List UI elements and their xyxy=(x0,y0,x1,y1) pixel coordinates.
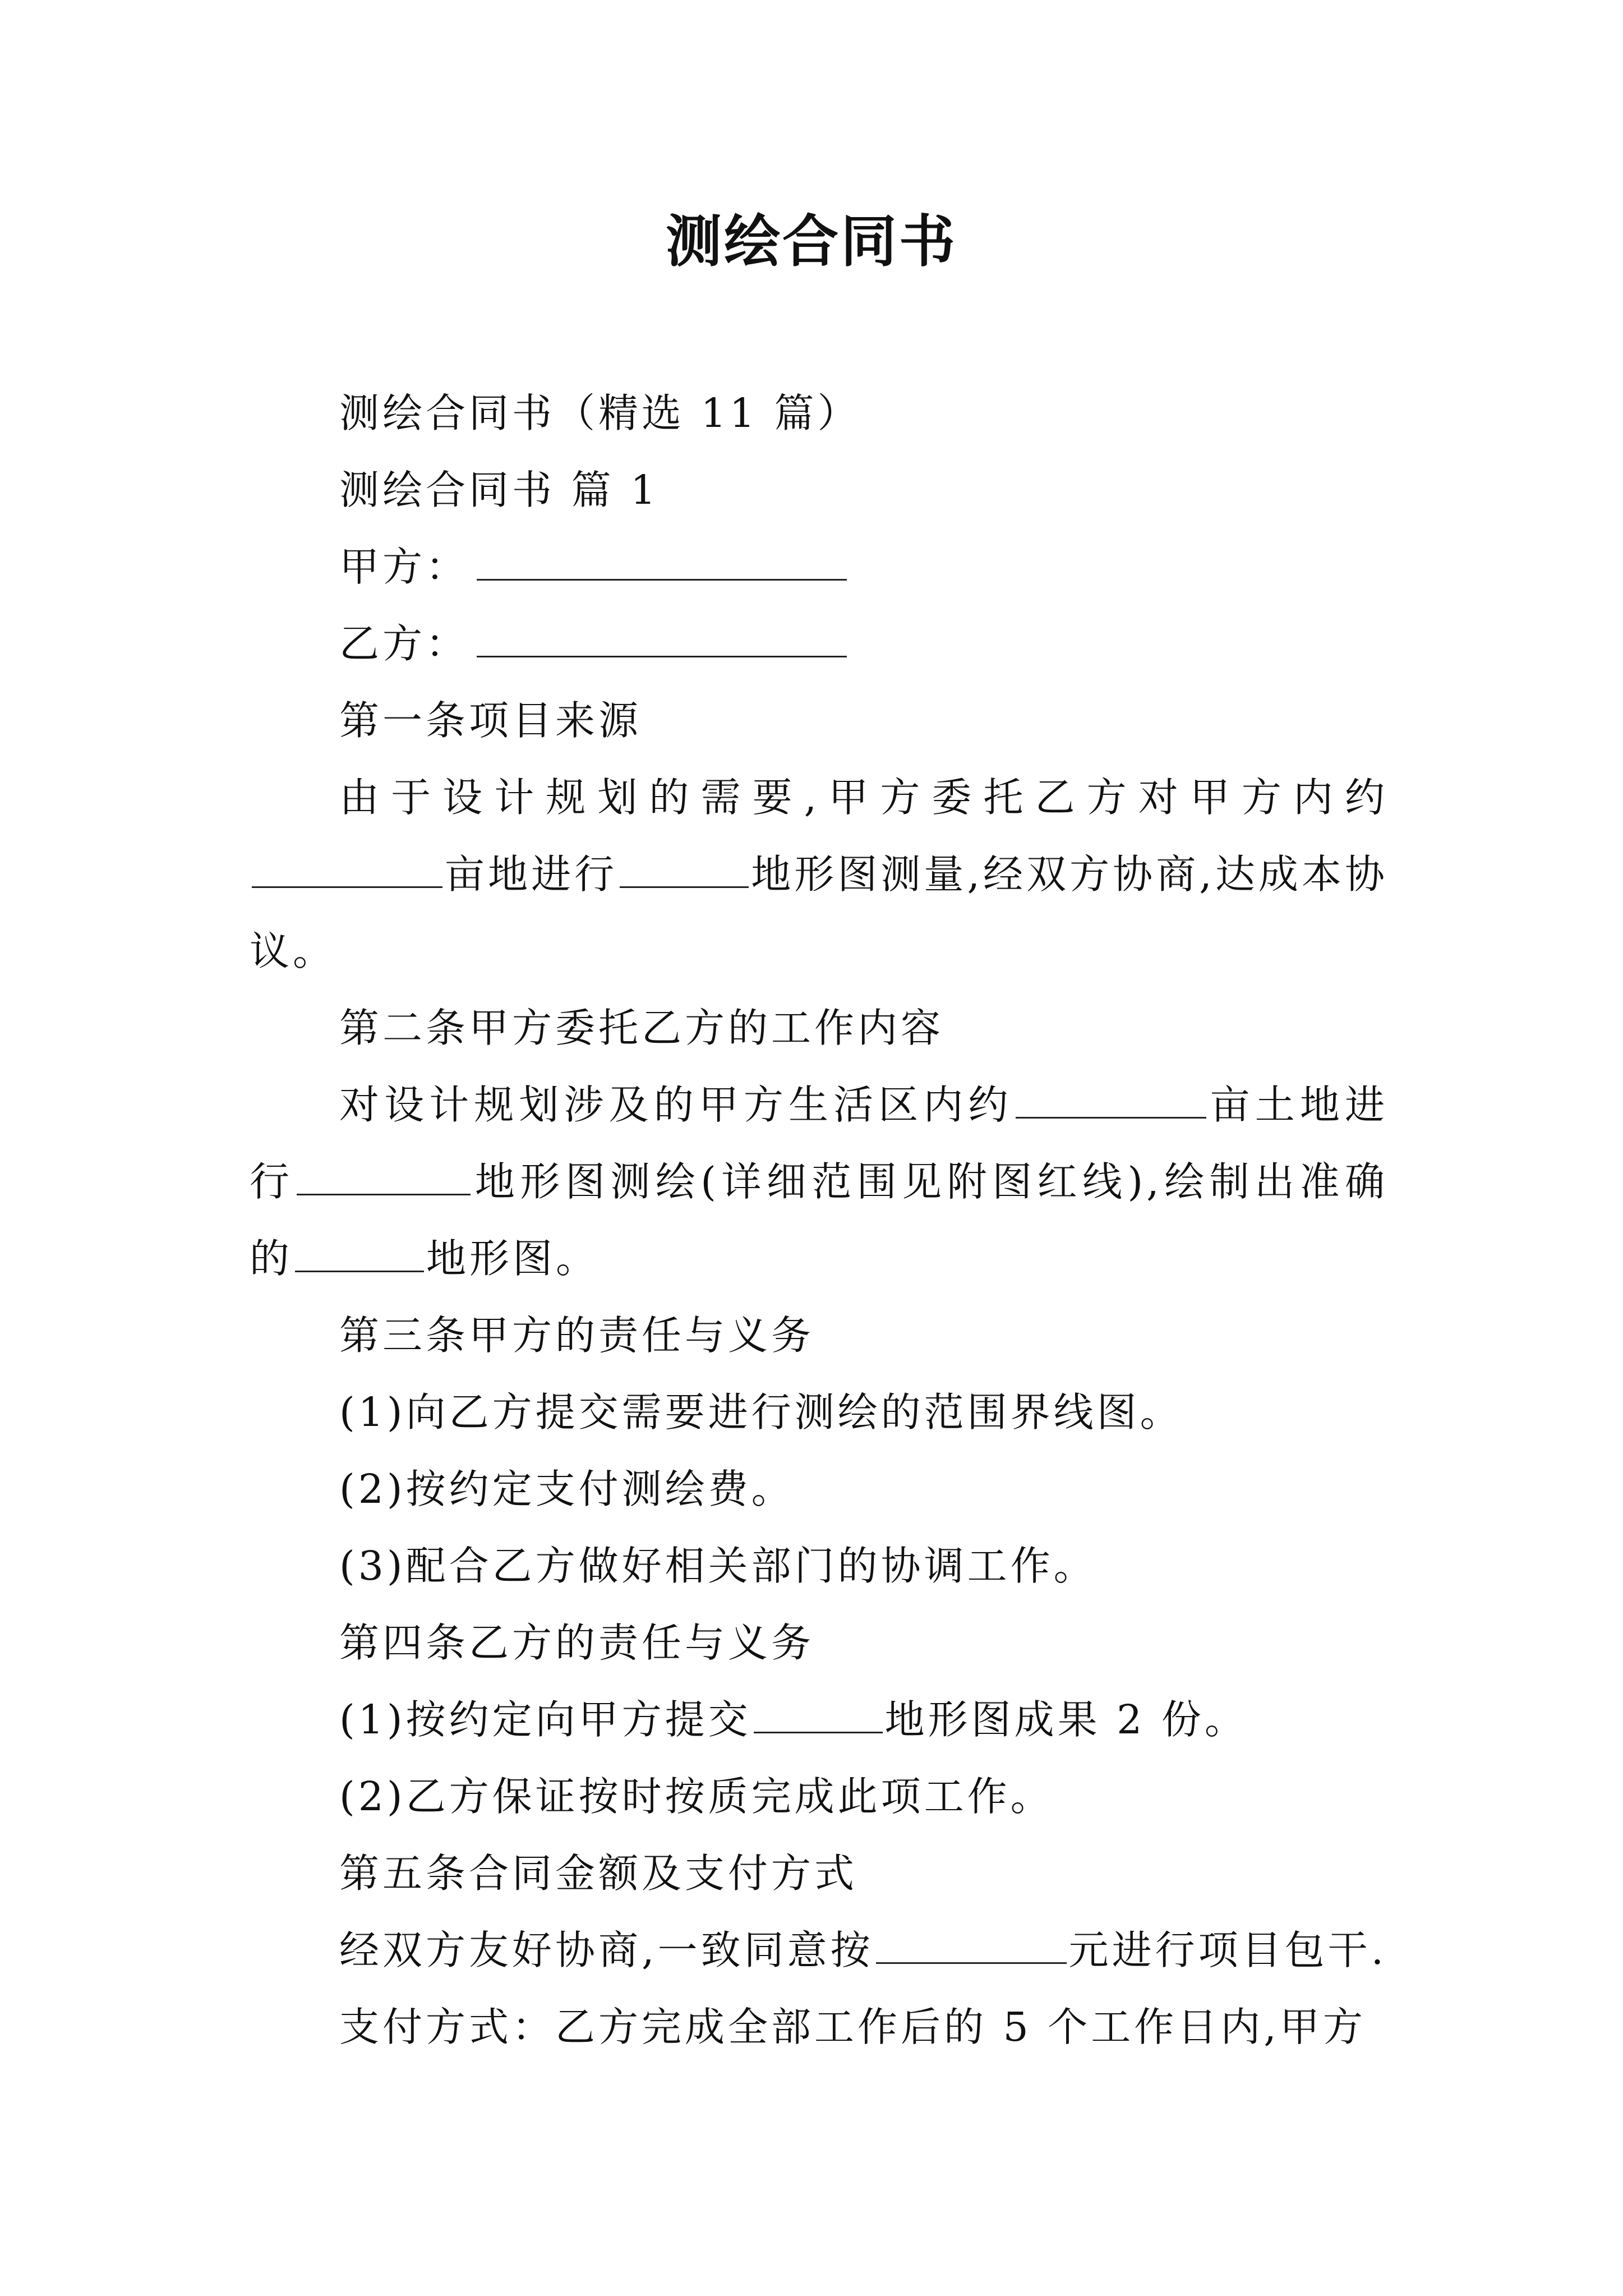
article-3-item-3-text: (3)配合乙方做好相关部门的协调工作。 xyxy=(339,1543,1097,1589)
article-5-text xyxy=(250,1912,1388,1989)
article-1-text-part: 亩地进行 xyxy=(445,851,618,898)
land-acreage-blank xyxy=(1016,1082,1206,1119)
party-b-line xyxy=(250,605,1388,682)
article-3-heading xyxy=(250,1297,1388,1374)
article-5-text-part: 元进行项目包干. xyxy=(1068,1927,1387,1973)
section-heading xyxy=(250,452,1388,528)
article-1-heading-text: 第一条项目来源 xyxy=(339,697,642,744)
article-2-text-part: 亩土地进行 xyxy=(250,1082,1388,1205)
amount-blank xyxy=(876,1927,1067,1964)
article-2-text-part: 对设计规划涉及的甲方生活区内约 xyxy=(339,1082,1013,1128)
article-2-heading-text: 第二条甲方委托乙方的工作内容 xyxy=(339,1005,944,1051)
article-5-payment-text: 支付方式：乙方完成全部工作后的 5 个工作日内,甲方 xyxy=(339,2004,1366,2050)
article-4-item-1 xyxy=(250,1681,1388,1758)
article-2-text-part: 地形图测绘(详细范围见附图红线),绘制出准确的 xyxy=(250,1158,1388,1282)
party-a-label: 甲方： xyxy=(339,544,469,590)
article-4-item-1-text: (1)按约定向甲方提交 xyxy=(339,1696,751,1743)
article-3-item-3 xyxy=(250,1527,1388,1604)
survey-scale-blank xyxy=(297,1159,471,1195)
article-3-heading-text: 第三条甲方的责任与义务 xyxy=(339,1312,815,1359)
article-3-item-1-text: (1)向乙方提交需要进行测绘的范围界线图。 xyxy=(339,1389,1183,1435)
article-2-text-part: 地形图。 xyxy=(426,1235,600,1282)
article-4-item-2 xyxy=(250,1758,1388,1835)
article-4-item-1-text: 地形图成果 2 份。 xyxy=(884,1696,1248,1743)
article-4-heading xyxy=(250,1604,1388,1681)
party-a-line xyxy=(250,528,1388,605)
article-5-heading xyxy=(250,1835,1388,1912)
document-title: 测绘合同书 xyxy=(666,208,957,274)
article-1-text xyxy=(250,759,1388,990)
map-scale-blank xyxy=(295,1236,424,1272)
section-heading-text: 测绘合同书 篇 1 xyxy=(339,467,660,513)
article-3-item-2-text: (2)按约定支付测绘费。 xyxy=(339,1466,795,1512)
party-b-label: 乙方： xyxy=(339,620,469,667)
article-5-heading-text: 第五条合同金额及支付方式 xyxy=(339,1850,858,1897)
document-body xyxy=(250,375,1388,2065)
article-1-text-part: 地形图测量,经双方协商,达成本协议。 xyxy=(250,851,1388,974)
article-3-item-2 xyxy=(250,1451,1388,1527)
article-5-text-part: 经双方友好协商,一致同意按 xyxy=(339,1927,874,1973)
article-1-text-part: 由于设计规划的需要,甲方委托乙方对甲方内约 xyxy=(339,774,1388,821)
party-a-blank xyxy=(477,544,847,581)
article-3-item-1 xyxy=(250,1374,1388,1451)
article-1-heading xyxy=(250,682,1388,759)
article-5-payment xyxy=(250,1989,1388,2065)
article-2-text xyxy=(250,1066,1388,1297)
scale-blank xyxy=(620,852,749,888)
article-4-heading-text: 第四条乙方的责任与义务 xyxy=(339,1619,815,1666)
subtitle xyxy=(250,375,1388,452)
acreage-blank xyxy=(252,852,442,888)
article-4-item-2-text: (2)乙方保证按时按质完成此项工作。 xyxy=(339,1773,1054,1820)
subtitle-text: 测绘合同书（精选 11 篇） xyxy=(339,390,861,436)
deliverable-scale-blank xyxy=(754,1697,883,1733)
article-2-heading xyxy=(250,990,1388,1066)
party-b-blank xyxy=(477,621,847,657)
